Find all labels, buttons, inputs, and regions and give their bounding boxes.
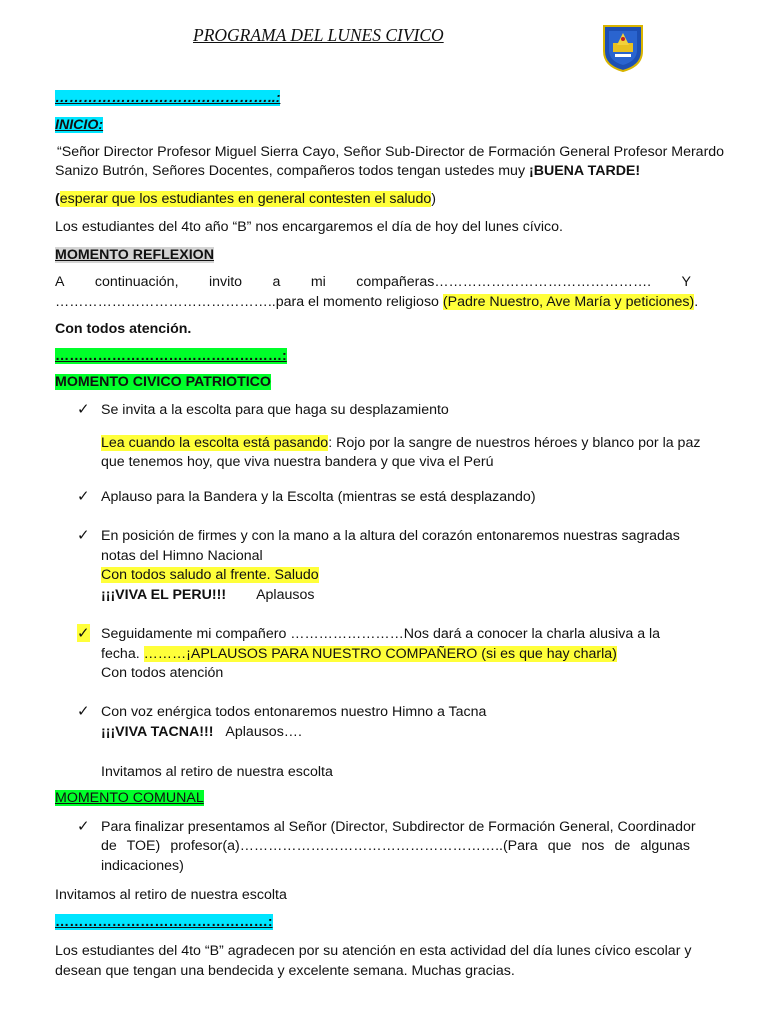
religious-line — [55, 293, 698, 311]
escolta-line: Se invita a la escolta para que haga su desplazamiento — [101, 402, 449, 418]
word: mi — [310, 274, 326, 290]
read-line-2: que tenemos hoy, que viva nuestra bandera y que viva el Perú — [101, 454, 494, 470]
talk-line-2 — [101, 645, 617, 663]
buena-tarde: ¡BUENA TARDE! — [529, 163, 641, 179]
applause-instruction: ………¡APLAUSOS PARA NUESTRO COMPAÑERO (si es que hay charla) — [143, 646, 617, 662]
tacna-anthem-line: Con voz enérgica todos entonaremos nuestro Himno a Tacna — [101, 704, 487, 720]
placeholder-dots-3: ………………………………………: — [55, 914, 273, 930]
check-icon: ✓ — [77, 818, 90, 835]
section-inicio: INICIO: — [55, 117, 104, 133]
closing-line-2: desean que tengan una bendecida y excelente semana. Muchas gracias. — [55, 963, 515, 979]
aplausos-2: Aplausos…. — [225, 724, 302, 740]
closing-remarks-line-2: de TOE) profesor(a)………………………………………………..(Para que nos de algunas — [101, 838, 690, 854]
read-text: : Rojo por la sangre de nuestros héroes y blanco por la paz — [328, 435, 701, 451]
note-paren-close: ) — [431, 191, 436, 207]
invite-line — [55, 273, 691, 291]
note-text: esperar que los estudiantes en general contesten el saludo — [59, 191, 432, 207]
closing-remarks-line-3: indicaciones) — [101, 858, 184, 874]
read-line — [101, 434, 700, 452]
section-momento-comunal: MOMENTO COMUNAL — [55, 790, 204, 806]
talk-line-1: Seguidamente mi compañero ……………………Nos dará a conocer la charla alusiva a la — [101, 626, 661, 642]
salute-instruction: Con todos saludo al frente. Saludo — [101, 567, 319, 583]
check-icon: ✓ — [77, 401, 90, 418]
closing-remarks-line-1: Para finalizar presentamos al Señor (Director, Subdirector de Formación General, Coordinador — [101, 819, 696, 835]
check-icon: ✓ — [77, 625, 90, 642]
prayers: (Padre Nuestro, Ave María y peticiones) — [442, 294, 695, 310]
greeting-line-1: “Señor Director Profesor Miguel Sierra Cayo, Señor Sub-Director de Formación General Profesor Merardo — [57, 144, 725, 160]
check-icon: ✓ — [77, 527, 90, 544]
attention-line: Con todos atención. — [55, 321, 192, 337]
placeholder-dots-2: …………………………………………: — [55, 348, 287, 364]
word: Y — [681, 274, 691, 290]
school-crest-logo — [601, 23, 645, 73]
viva-peru: ¡¡¡VIVA EL PERU!!! — [101, 587, 227, 603]
withdraw-line-1: Invitamos al retiro de nuestra escolta — [101, 764, 333, 780]
withdraw-line-2: Invitamos al retiro de nuestra escolta — [55, 887, 287, 903]
attention-line-2: Con todos atención — [101, 665, 224, 681]
anthem-line-1: En posición de firmes y con la mano a la altura del corazón entonaremos nuestras sagradas — [101, 528, 680, 544]
viva-tacna-line — [101, 723, 302, 741]
religious-text: ………………………………………..para el momento religioso — [55, 294, 443, 310]
word: continuación, — [94, 274, 179, 290]
period: . — [694, 294, 699, 310]
viva-peru-line — [101, 586, 314, 604]
word: compañeras………………………………………. — [356, 274, 652, 290]
students-line: Los estudiantes del 4to año “B” nos encargaremos el día de hoy del lunes cívico. — [55, 219, 563, 235]
fecha: fecha. — [101, 646, 144, 662]
section-momento-reflexion: MOMENTO REFLEXION — [55, 247, 214, 263]
anthem-line-2: notas del Himno Nacional — [101, 548, 263, 564]
word: a — [272, 274, 281, 290]
greeting-line-2 — [55, 162, 640, 180]
closing-line-1: Los estudiantes del 4to “B” agradecen por su atención en esta actividad del día lunes cívico escolar y — [55, 943, 692, 959]
viva-tacna: ¡¡¡VIVA TACNA!!! — [101, 724, 214, 740]
check-icon: ✓ — [77, 703, 90, 720]
word: invito — [208, 274, 243, 290]
instruction-note — [55, 190, 436, 208]
greeting-text: Sanizo Butrón, Señores Docentes, compañeros todos tengan ustedes muy — [55, 163, 529, 179]
word: A — [55, 274, 65, 290]
applause-line: Aplauso para la Bandera y la Escolta (mientras se está desplazando) — [101, 489, 536, 505]
aplausos: Aplausos — [256, 587, 315, 603]
check-icon: ✓ — [77, 488, 90, 505]
read-instruction: Lea cuando la escolta está pasando — [101, 435, 329, 451]
section-momento-civico: MOMENTO CIVICO PATRIOTICO — [55, 374, 271, 390]
page-title: PROGRAMA DEL LUNES CIVICO — [193, 25, 444, 45]
note-paren-open: ( — [55, 191, 60, 207]
placeholder-dots: ………………………………………..: — [55, 90, 281, 106]
